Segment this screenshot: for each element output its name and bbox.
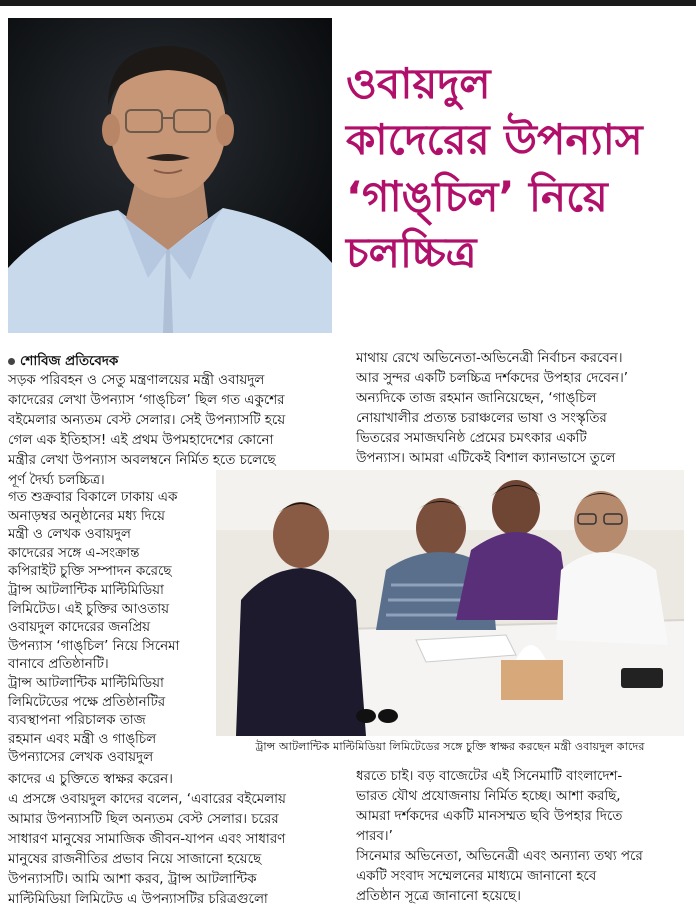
text-line: প্রতিষ্ঠান সূত্রে জানানো হয়েছে। — [356, 889, 521, 904]
photo-caption: ট্রান্স আটলান্টিক মাল্টিমিডিয়া লিমিটেডের সঙ্গে চুক্তি স্বাক্ষর করছেন মন্ত্রী ওবায়দুল কাদের — [255, 740, 645, 753]
text-line: একটি সংবাদ সম্মেলনের মাধ্যমে জানানো হবে — [356, 869, 597, 884]
headline-line-4: চলচ্চিত্র — [346, 227, 477, 277]
top-rule — [0, 0, 696, 6]
text-line: কাদেরের লেখা উপন্যাস ‘গাঙ্‌চিল’ ছিল গত একুশের — [8, 393, 285, 408]
text-line: বইমেলার অন্যতম বেস্ট সেলার। সেই উপন্যাসটি হয়ে — [8, 413, 286, 428]
text-line: রহমান এবং মন্ত্রী ও গাঙ্‌চিল — [8, 731, 157, 747]
text-line: এ প্রসঙ্গে ওবায়দুল কাদের বলেন, ‘এবারের বইমেলায় — [8, 792, 286, 807]
portrait-photo — [8, 18, 332, 333]
byline — [8, 351, 118, 373]
text-line: সাধারণ মানুষের সামাজিক জীবন-যাপন এবং সাধারণ — [8, 832, 286, 847]
text-line: উপন্যাস ‘গাঙ্‌চিল’ নিয়ে সিনেমা — [8, 638, 180, 654]
text-line: কাদেরের সঙ্গে এ-সংক্রান্ত — [8, 545, 140, 561]
headline — [346, 56, 691, 281]
text-line: গেল এক ইতিহাস! এই প্রথম উপমহাদেশের কোনো — [8, 433, 274, 448]
text-line: আমার উপন্যাসটি ছিল অন্যতম বেস্ট সেলার। চরের — [8, 812, 279, 827]
text-line: পারব।’ — [356, 829, 393, 844]
text-line: লিমিটেড। এই চুক্তির আওতায় — [8, 601, 170, 617]
text-line: মাল্টিমিডিয়া লিমিটেড এ উপন্যাসটির চরিত্রগুলো — [8, 892, 268, 907]
text-line: কাদের এ চুক্তিতে স্বাক্ষর করেন। — [8, 772, 173, 787]
text-line: আমরা দর্শকদের একটি মানসম্মত ছবি উপহার দিতে — [356, 809, 623, 824]
signing-photo — [216, 470, 684, 736]
headline-line-3: ‘গাঙ্‌চিল’ নিয়ে — [346, 171, 608, 221]
text-line: মন্ত্রী ও লেখক ওবায়দুল — [8, 527, 131, 543]
text-line: লিমিটেডের পক্ষে প্রতিষ্ঠানটির — [8, 694, 166, 710]
text-line: ওবায়দুল কাদেরের জনপ্রিয় — [8, 620, 151, 636]
text-line: মানুষের রাজনীতির প্রভাব নিয়ে সাজানো হয়েছে — [8, 852, 262, 867]
text-line: অন্যদিকে তাজ রহমান জানিয়েছেন, ‘গাঙ্‌চিল — [356, 391, 597, 406]
text-line: উপন্যাস। আমরা এটিকেই বিশাল ক্যানভাসে তুলে — [356, 451, 616, 466]
text-line: ব্যবস্থাপনা পরিচালক তাজ — [8, 713, 146, 729]
headline-line-2: কাদেরের উপন্যাস — [346, 115, 643, 165]
bullet-icon — [8, 358, 15, 365]
text-line: মন্ত্রীর লেখা উপন্যাস অবলম্বনে নির্মিত হতে চলেছে — [8, 453, 276, 468]
text-line: পূর্ণ দৈর্ঘ্য চলচ্চিত্র। — [8, 473, 105, 488]
text-line: অনাড়ম্বর অনুষ্ঠানের মধ্য দিয়ে — [8, 508, 165, 524]
text-line: গত শুক্রবার বিকালে ঢাকায় এক — [8, 490, 178, 505]
text-line: ভিতরের সমাজঘনিষ্ঠ প্রেমের চমৎকার একটি — [356, 431, 587, 446]
text-line: মাথায় রেখে অভিনেতা-অভিনেত্রী নির্বাচন করবেন। — [356, 351, 623, 366]
text-line: বানাবে প্রতিষ্ঠানটি। — [8, 657, 109, 673]
text-line: সিনেমার অভিনেতা, অভিনেত্রী এবং অন্যান্য তথ্য পরে — [356, 849, 643, 864]
text-line: আর সুন্দর একটি চলচ্চিত্র দর্শকদের উপহার দেবেন।’ — [356, 371, 629, 386]
text-line: ভারত যৌথ প্রযোজনায় নির্মিত হচ্ছে। আশা করছি, — [356, 789, 621, 804]
text-line: উপন্যাসের লেখক ওবায়দুল — [8, 750, 154, 766]
text-line: ট্রান্স আটলান্টিক মাল্টিমিডিয়া — [8, 583, 164, 598]
text-line: উপন্যাসটি। আমি আশা করব, ট্রান্স আটলান্টিক — [8, 872, 257, 887]
headline-line-1: ওবায়দুল — [346, 59, 491, 108]
text-line: ট্রান্স আটলান্টিক মাল্টিমিডিয়া — [8, 676, 164, 691]
text-line: নোয়াখালীর প্রত্যন্ত চরাঞ্চলের ভাষা ও সংস্কৃতির — [356, 411, 607, 426]
text-line: কপিরাইট চুক্তি সম্পাদন করেছে — [8, 564, 172, 580]
byline-text: শোবিজ প্রতিবেদক — [20, 354, 119, 369]
text-line: ধরতে চাই। বড় বাজেটের এই সিনেমাটি বাংলাদেশ- — [356, 769, 623, 784]
text-line: সড়ক পরিবহন ও সেতু মন্ত্রণালয়ের মন্ত্রী ওবায়দুল — [8, 373, 265, 388]
